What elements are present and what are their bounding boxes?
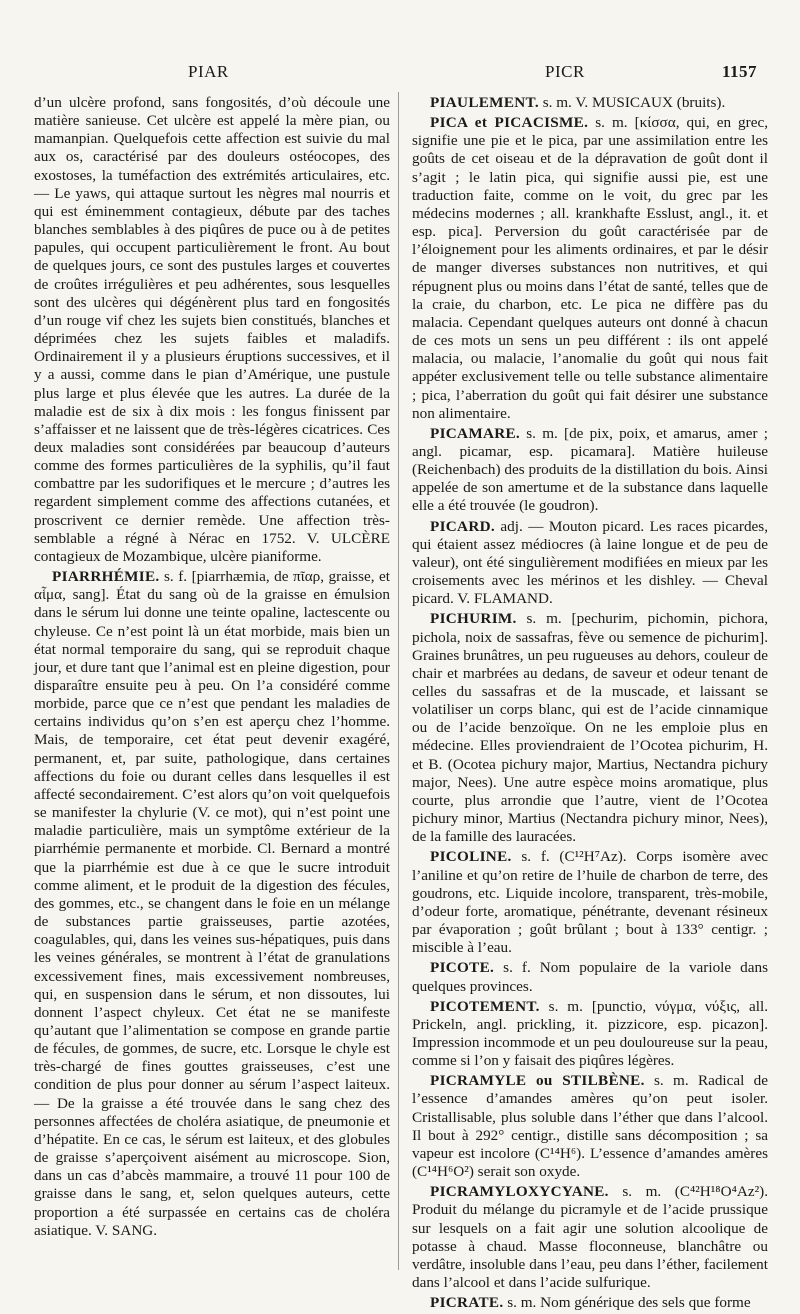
header-left-guide-word: PIAR — [188, 62, 229, 81]
running-head — [0, 62, 800, 86]
entry-text: s. m. [κίσσα, qui, en grec, signifie une pie et le pica, par une assimilation entre les goûts de cet oiseau et de la dépravation de goût dont il s’agit ; le latin pica, qui signifie aussi pie, est une traduction faite, comme on le voit, du grec par les médecins modernes ; all. krankhafte Esslust, angl., it. et esp. pica]. Perversion du goût caractérisée par de l’éloignement pour les aliments ordinaires, et par le désir de manger diverses substances non nutritives, et qui répugnent plus ou moins dans l’état de santé, telles que de la craie, du charbon, etc. Le pica ne diffère pas du malacia. Cependant quelques auteurs ont donné à chacun de ces mots un sens un peu différent : ils ont appelé malacia, ou malacie, l’anomalie du goût qui nous fait appéter exclusivement telle ou telle substance alimentaire ; pica, l’aberration du goût qui fait désirer une substance non alimentaire. — [412, 114, 768, 422]
entry-text: s. f. (C¹²H⁷Az). Corps isomère avec l’aniline et qu’on retire de l’huile de charbon de terre, des goudrons, etc. Liquide incolore, transparent, très-mobile, d’odeur forte, aromatique, pénétrante, devenant résineux par évaporation ; goût brûlant ; bout à 133° centigr. ; miscible à l’eau. — [412, 848, 768, 957]
dictionary-entry — [412, 998, 768, 1071]
entry-headword: PICRAMYLOXYCYANE. — [430, 1183, 609, 1201]
entry-headword: PICA et PICACISME. — [430, 114, 589, 132]
entry-headword: PIARRHÉMIE. — [52, 568, 160, 586]
dictionary-entry — [412, 1072, 768, 1181]
entry-text: adj. — Mouton picard. Les races picardes, qui étaient assez médiocres (à laine longue et de peu de valeur), ont été singulièrement modifiées en mieux par les croisements avec les mérinos et les dishley. — Cheval picard. V. FLAMAND. — [412, 517, 768, 608]
dictionary-entry — [412, 94, 768, 112]
dictionary-entry — [412, 1294, 768, 1312]
entry-text: s. m. V. MUSICAUX (bruits). — [538, 94, 726, 111]
dictionary-entry — [412, 610, 768, 846]
entry-text: s. f. Nom populaire de la variole dans quelques provinces. — [412, 959, 768, 995]
right-column — [412, 94, 768, 1314]
entry-headword: PICOLINE. — [430, 848, 512, 866]
entry-text: s. m. [punctio, νύγμα, νύξις, all. Prickeln, angl. prickling, it. pizzicore, esp. picazon]. Impression incommode et un peu douloureuse sur la peau, comme si l’on y faisait des piqûres légères. — [412, 997, 768, 1070]
dictionary-entry — [412, 518, 768, 609]
entry-text: s. f. [piarrhæmia, de πῖαρ, graisse, et αἷμα, sang]. État du sang où de la graisse en émulsion dans le sérum lui donne une teinte opaline, lactescente ou chyleuse. Ce n’est point là un état morbide, mais bien un état normal temporaire du sang, qui se reproduit chaque jour, et dure tant que l’animal est en pleine digestion, pour disparaître ensuite peu à peu. On l’a considéré comme morbide, parce que ce n’est que pendant les maladies de certains individus qu’on s’en est aperçu chez l’homme. Mais, de temporaire, cet état peut devenir exagéré, permanent, et, par suite, pathologique, dans certaines affections du foie ou durant celles dans lesquelles il est affecté secondairement. C’est alors qu’on voit quelquefois se manifester la chylurie (V. ce mot), qui n’est point une maladie particulière, mais un symptôme extérieur de la piarrhémie permanente et morbide. Cl. Bernard a montré que la piarrhémie est due à ce que le sucre introduit comme aliment, et le produit de la digestion des fécules, des gommes, etc., se changent dans le foie en un mélange de substances partie graisseuses, partie azotées, coagulables, qui, dans les veines sus-hépatiques, puis dans les veines générales, se montrent à l’état de granulations excessivement fines, mais excessivement nombreuses, qui, en suspension dans le sérum, et non dissoutes, lui donnent l’aspect chyleux. Cet état ne se manifeste qu’autant que l’alimentation se compose en grande partie de fécules, de gommes, de sucre, etc. Lorsque le chyle est très-chargé de fines gouttes graisseuses, c’est une condition de plus pour donner au sérum l’aspect laiteux. — De la graisse a été trouvée dans le sang chez des personnes affectées de choléra asiatique, de pneumonie et d’hépatite. En ce cas, le sérum est laiteux, et des globules de graisse s’aperçoivent aisément au microscope. Sion, dans un cas d’abcès mammaire, a trouvé 11 pour 100 de graisse dans le sang, et, selon quelques auteurs, cette proportion a été surpassée en certains cas de choléra asiatique. V. SANG. — [34, 568, 390, 1239]
entry-continuation — [34, 94, 390, 566]
dictionary-entry — [412, 959, 768, 995]
dictionary-entry — [412, 425, 768, 516]
entry-headword: PICARD. — [430, 517, 495, 535]
dictionary-entry — [34, 568, 390, 1240]
dictionary-entry — [412, 114, 768, 423]
entry-text: s. m. (C⁴²H¹⁸O⁴Az²). Produit du mélange du picramyle et de l’acide prussique sur lesquels on a fait agir une solution alcoolique de potasse à chaud. Masse floconneuse, blanchâtre ou verdâtre, insoluble dans l’eau, peu dans l’éther, facilement dans l’alcool et dans l’acide sulfurique. — [412, 1183, 768, 1291]
entry-text: s. m. Radical de l’essence d’amandes amères qu’on peut isoler. Cristallisable, plus soluble dans l’éther que dans l’alcool. Il bout à 292° centigr., distille sans décomposition ; sa vapeur est incolore (C¹⁴H⁶). L’essence d’amandes amères (C¹⁴H⁶O²) serait son oxyde. — [412, 1072, 768, 1181]
entry-headword: PIAULEMENT. — [430, 94, 539, 111]
entry-headword: PICOTEMENT. — [430, 997, 540, 1015]
column-divider — [398, 92, 399, 1270]
entry-text: s. m. [pechurim, pichomin, pichora, pichola, noix de sassafras, fève ou semence de pichurim]. Graines brunâtres, un peu rugueuses au dehors, couleur de chair et marbrées au dedans, de saveur et odeur tenant de celles du sassafras et de la muscade, et laissant se volatiliser un corps blanc, qui est de l’acide cinnamique ou de l’acide benzoïque. On ne les emploie plus en médecine. Elles proviendraient de l’Ocotea pichurim, H. et B. (Ocotea pichury major, Martius, Nectandra pichury major, Nees). Une autre espèce moins aromatique, plus courte, plus arrondie que l’autre, vient de l’Ocotea pichury minor, Martius (Nectandra pichury minor, Nees), de la famille des lauracées. — [412, 610, 768, 846]
entry-headword: PICAMARE. — [430, 424, 521, 442]
entry-headword: PICRATE. — [430, 1294, 504, 1312]
page-number: 1157 — [722, 62, 758, 81]
entry-headword: PICHURIM. — [430, 610, 517, 628]
header-right-guide-word: PICR — [545, 62, 585, 81]
entry-headword: PICRAMYLE ou STILBÈNE. — [430, 1072, 645, 1090]
entry-text: s. m. [de pix, poix, et amarus, amer ; angl. picamar, esp. picamara]. Matière huileuse (Reichenbach) des produits de la distillation du bois. Ainsi appelée de son amertume et de la substance dans laquelle elle a été trouvée (le goudron). — [412, 424, 768, 515]
entry-text: s. m. Nom générique des sels que forme — [503, 1294, 751, 1312]
entry-text: d’un ulcère profond, sans fongosités, d’où découle une matière sanieuse. Cet ulcère est appelé la mère pian, ou mamanpian. Quelquefois cette affection est suivie du mal aux os, caractérisé par des douleurs ostéocopes, des exostoses, la tuméfaction des extrémités articulaires, etc. — Le yaws, qui attaque surtout les nègres mal nourris et qui est éminemment contagieux, débute par des taches blanches semblables à des piqûres de puce ou à de petites papules, qui occupent particulièrement le front. Au bout de quelques jours, ce sont des pustules larges et couvertes de croûtes irrégulières et peu adhérentes, sous lesquelles sont des ulcères qui dégénèrent plus tard en fongosités d’un rouge vif chez les sujets bien constitués, blanches et déprimées chez les sujets faibles et maladifs. Ordinairement il y a plusieurs éruptions successives, et il y a aussi, comme dans le pian d’Amérique, une pustule plus large et plus élevée que les autres. La durée de la maladie est de six à dix mois : les fongus finissent par s’affaisser et ne laissent que de très-légères cicatrices. Ces deux maladies sont considérées par beaucoup d’auteurs comme des formes particulières de la syphilis, qu’il faut combattre par les sudorifiques et le mercure ; d’autres les regardent simplement comme des affections cutanées, et proscrivent ce dernier remède. Une affection très-semblable a régné à Nérac en 1752. V. ULCÈRE contagieux de Mozambique, ulcère pianiforme. — [34, 94, 390, 565]
left-column — [34, 94, 390, 1242]
dictionary-entry — [412, 1183, 768, 1292]
entry-headword: PICOTE. — [430, 959, 495, 977]
dictionary-entry — [412, 848, 768, 957]
